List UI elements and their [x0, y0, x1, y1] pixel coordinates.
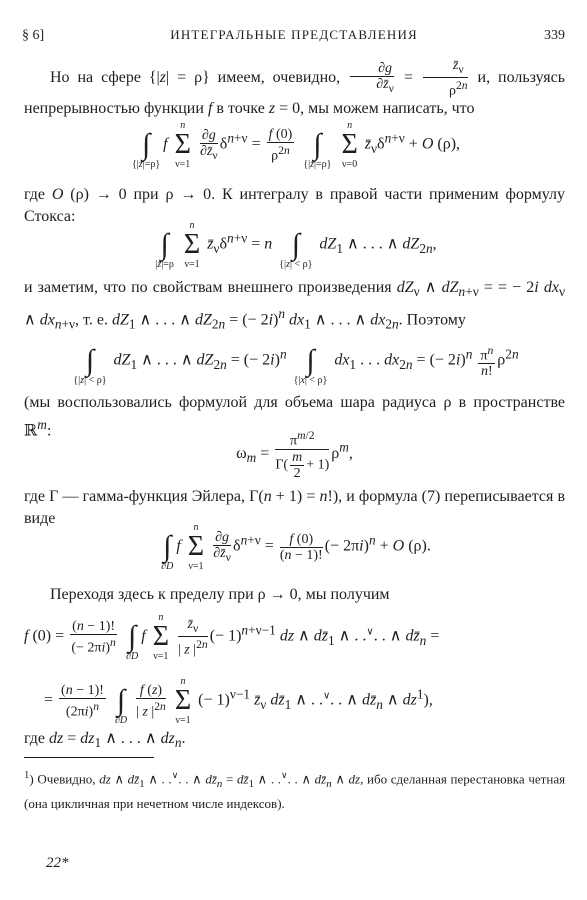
equation-6b: = $\frac{(n - 1)!}{(2\pi i)^n}$ ∫ ∂D $\frac{f (z)}{| z |^{2n}}$ n Σ ν=1 (− 1)$^{\nu-1}$ $z̄_\nu$ $dz̄_1$ ∧ . .∨. . ∧ $dz̄_n$ ∧ $dz^1$), [44, 676, 433, 726]
running-header [22, 24, 565, 44]
footnote-rule [24, 757, 154, 758]
page-number: 339 [543, 28, 565, 43]
signature-mark: 22* [46, 855, 69, 871]
paragraph-1 [24, 58, 565, 120]
equation-3: ∫ {|z| < ρ} $dZ_1$ ∧ . . . ∧ $dZ_{2n}$ = (− 2i)$^n$ ∫ {|x| < ρ} $dx_1$ . . . $dx_{2n}$ = (− 2i)$^n$ $\frac{\pi^n}{n!}$ $\rho^{2n}$ [73, 343, 519, 386]
section-number: § 6] [22, 28, 45, 43]
running-title: ИНТЕГРАЛЬНЫЕ ПРЕДСТАВЛЕНИЯ [170, 27, 418, 42]
equation-5: ∫ ∂D f n Σ ν=1 $\frac{\partial g}{\partial z̄_\nu}$ $\delta^{n+\nu}$ = $\frac{f (0)}{(n - 1)!}$ (− 2πi)$^n$ + O (ρ). [161, 522, 431, 572]
paragraph-5: где Γ — гамма-функция Эйлера, Γ(n + 1) = n!), и формула (7) переписывается в виде [24, 488, 566, 527]
equation-6a: f (0) = $\frac{(n - 1)!}{(- 2\pi i)^n}$ ∫ ∂D f n Σ ν=1 $\frac{z̄_\nu}{| z |^{2n}}$ (− 1)$^{n+\nu-1}$ dz ∧ $dz̄_1$ ∧ . .∨. . ∧ $dz̄_n$ = [24, 612, 440, 662]
p1-text: Но на сфере {|z| = ρ} имеем, очевидно, $\frac{\partial g}{\partial z̄_\nu}$ = $\frac{z̄_\nu}{\rho^{2n}}$ и, пользуясь непрерывностью функции f в точке z = 0, мы можем написать, что [24, 58, 565, 118]
paragraph-7: где dz = $dz_1$ ∧ . . . ∧ $dz_n$. [24, 730, 186, 751]
equation-4: $\omega_m$ = $\pi^{m/2}$ Γ( $\frac{m}{2}$ + 1) $\rho^m$, [236, 429, 353, 481]
equation-1: ∫ {|z|=ρ} f n Σ ν=1 $\frac{\partial g}{\partial z̄_\nu}$ $\delta^{n+\nu}$ = $\frac{f (0)}{\rho^{2n}}$ ∫ {|z|=ρ} n Σ ν=0 $z̄_\nu\delta^{n+\nu} + O$ (ρ), [131, 120, 461, 170]
equation-2: ∫ |z|=ρ n Σ ν=1 $z̄_\nu\delta^{n+\nu} = n$ ∫ {|z| < ρ} $dZ_1$ ∧ . . . ∧ $dZ_{2n}$, [155, 220, 437, 270]
footnote: $^1$) Очевидно, dz ∧ $dz̄_1$ ∧ . .∨. . ∧ $dz̄_n$ = $dz̄_1$ ∧ . .∨. . ∧ $dz̄_n$ ∧ dz, ибо сделанная перестановка четная (она цикличная при нечетном числе индексов). [24, 769, 566, 811]
paragraph-4: (мы воспользовались формулой для объема шара радиуса ρ в пространстве ℝ$^m$: [24, 394, 565, 440]
paragraph-2: где O (ρ) → 0 при ρ → 0. К интегралу в правой части применим формулу Стокса: [24, 186, 566, 225]
paragraph-3: и заметим, что по свойствам внешнего произведения $dZ_\nu$ ∧ $dZ_{n+\nu}$ = = − 2i $dx_\nu$ ∧ $dx_{n+\nu}$, т. е. $dZ_1$ ∧ . . . ∧ $dZ_{2n}$ = (− 2i)$^n$ $dx_1$ ∧ . . . ∧ $dx_{2n}$. Поэтому [24, 279, 565, 332]
paragraph-6: Переходя здесь к пределу при ρ → 0, мы получим [50, 586, 390, 603]
